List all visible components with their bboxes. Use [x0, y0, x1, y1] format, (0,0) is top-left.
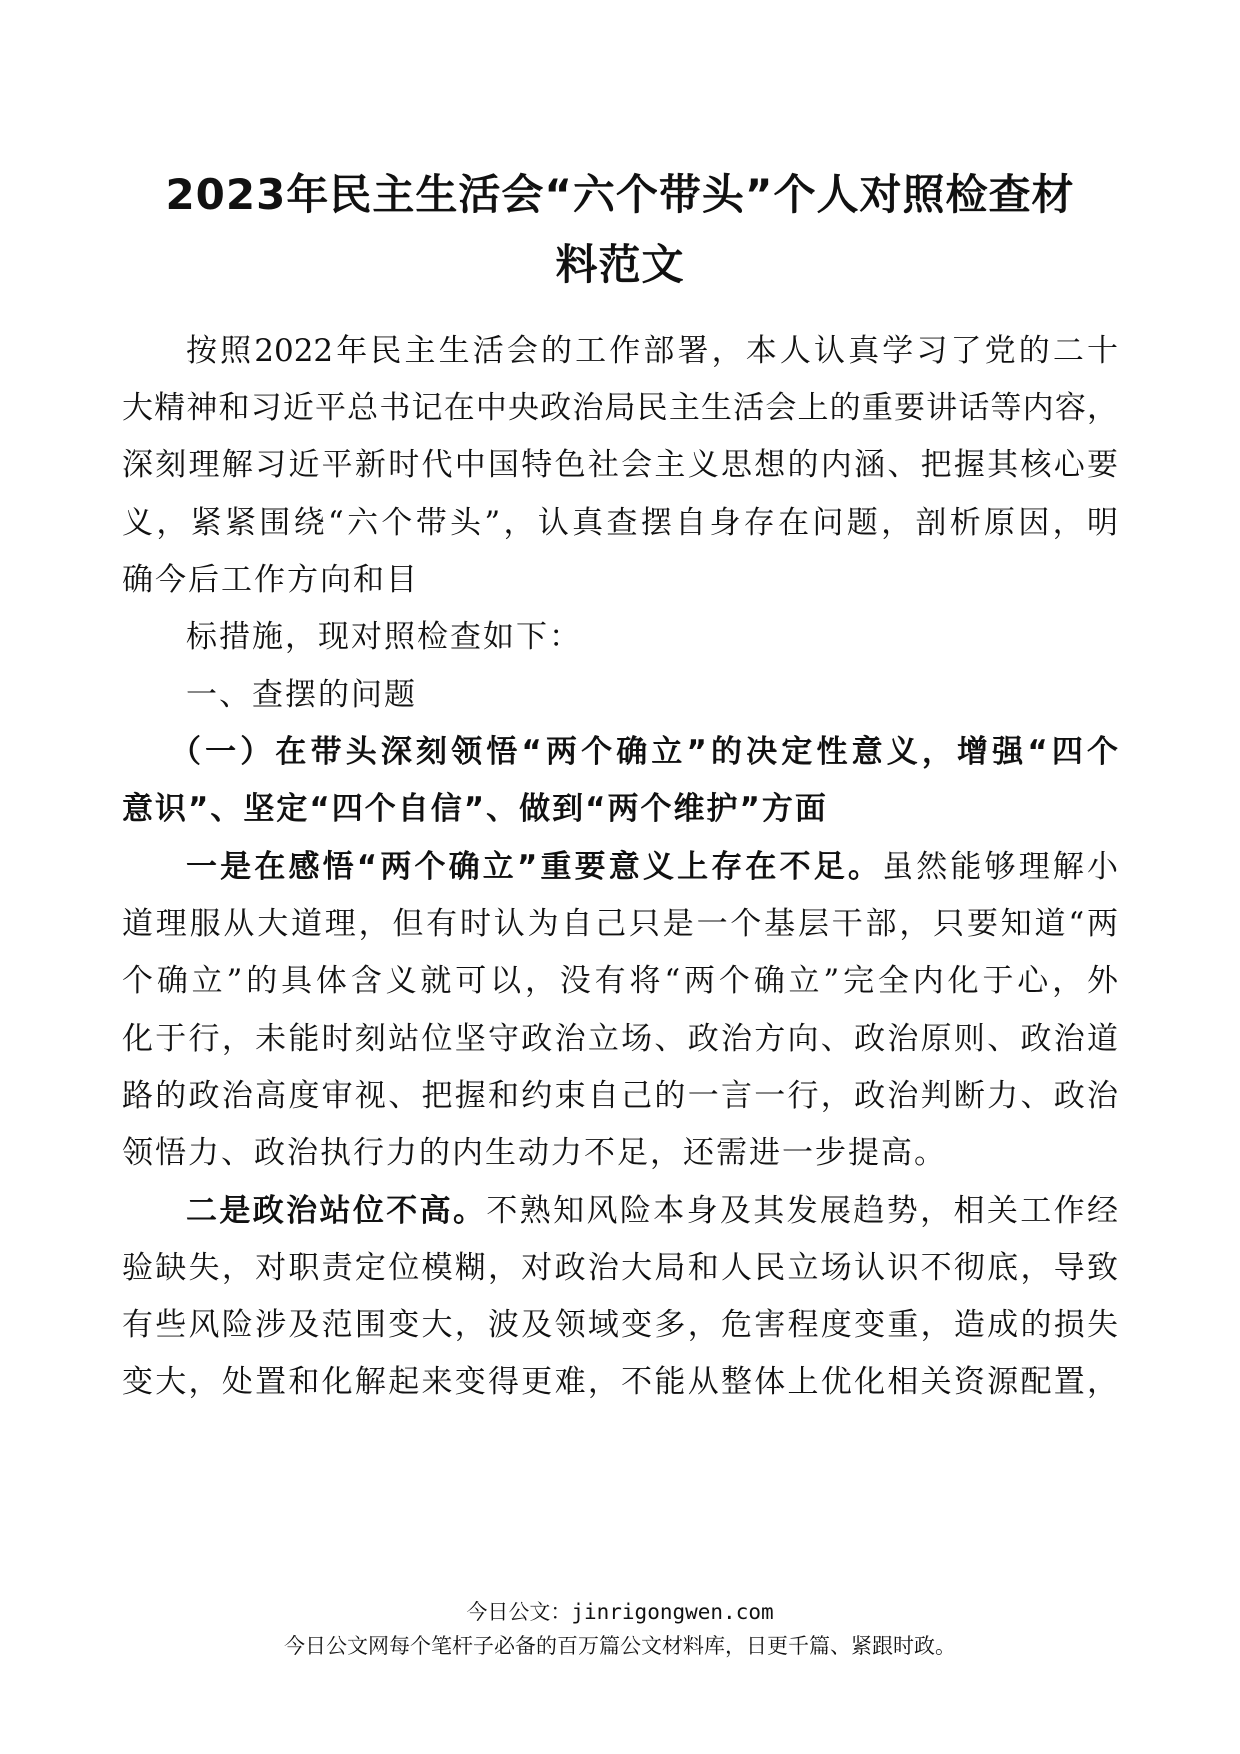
subsection-heading-line-1: （一）在带头深刻领悟“两个确立”的决定性意义，增强“四个	[170, 734, 1118, 770]
point-1-line-6: 领悟力、政治执行力的内生动力不足，还需进一步提高。	[122, 1135, 947, 1171]
point-1-line-3: 个确立”的具体含义就可以，没有将“两个确立”完全内化于心，外	[122, 963, 1118, 999]
footer-site-label: 今日公文：	[466, 1600, 572, 1624]
title-line-2: 料范文	[555, 240, 685, 289]
footer-slogan: 今日公文网每个笔杆子必备的百万篇公文材料库，日更千篇、紧跟时政。	[284, 1634, 956, 1658]
footer-site	[0, 1596, 1240, 1626]
intro-line-6: 标措施，现对照检查如下：	[186, 619, 582, 655]
point-2-line-1	[186, 1191, 1118, 1231]
point-2-line-4: 变大，处置和化解起来变得更难，不能从整体上优化相关资源配置，	[122, 1364, 1118, 1400]
point-1-text: 虽然能够理解小	[882, 849, 1119, 885]
point-2-line-3: 有些风险涉及范围变大，波及领域变多，危害程度变重，造成的损失	[122, 1307, 1118, 1343]
point-1-line-1	[186, 847, 1118, 887]
intro-line-1: 按照2022年民主生活会的工作部署，本人认真学习了党的二十	[186, 333, 1118, 369]
section-heading: 一、查摆的问题	[186, 677, 417, 713]
point-1-lead: 一是在感悟“两个确立”重要意义上存在不足。	[186, 849, 883, 885]
point-2-line-2: 验缺失，对职责定位模糊，对政治大局和人民立场认识不彻底，导致	[122, 1250, 1118, 1286]
document-title	[120, 160, 1120, 300]
point-2-lead: 二是政治站位不高。	[186, 1193, 487, 1229]
point-2-text: 不熟知风险本身及其发展趋势，相关工作经	[486, 1193, 1119, 1229]
point-1-line-5: 路的政治高度审视、把握和约束自己的一言一行，政治判断力、政治	[122, 1078, 1118, 1114]
title-line-1: 2023年民主生活会“六个带头”个人对照检查材	[165, 170, 1075, 219]
intro-line-4: 义，紧紧围绕“六个带头”，认真查摆自身存在问题，剖析原因，明	[122, 505, 1118, 541]
intro-line-2: 大精神和习近平总书记在中央政治局民主生活会上的重要讲话等内容，	[122, 390, 1118, 426]
footer-site-link[interactable]: jinrigongwen.com	[571, 1600, 774, 1624]
intro-line-3: 深刻理解习近平新时代中国特色社会主义思想的内涵、把握其核心要	[122, 447, 1118, 483]
point-1-line-2: 道理服从大道理，但有时认为自己只是一个基层干部，只要知道“两	[122, 906, 1118, 942]
intro-line-5: 确今后工作方向和目	[122, 562, 419, 598]
point-1-line-4: 化于行，未能时刻站位坚守政治立场、政治方向、政治原则、政治道	[122, 1021, 1118, 1057]
subsection-heading-line-2: 意识”、坚定“四个自信”、做到“两个维护”方面	[122, 791, 828, 827]
